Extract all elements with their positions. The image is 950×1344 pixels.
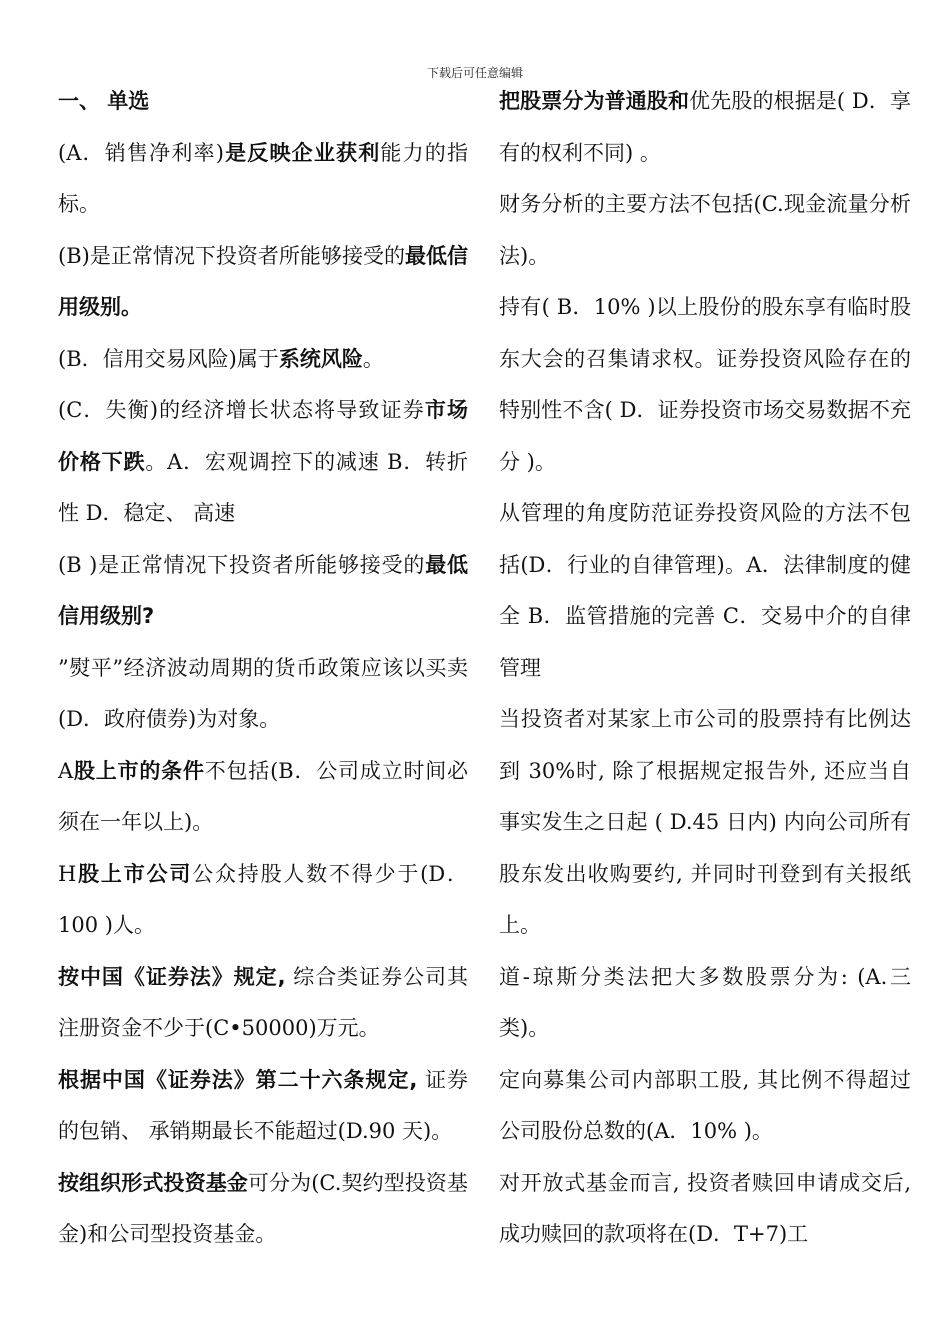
bold-text: 市场价格下跌 [58, 398, 469, 474]
bold-text: 一、 单选 [58, 89, 150, 113]
text: (A．销售净利率) [58, 140, 224, 165]
text: 当投资者对某家上市公司的股票持有比例达到 30%时, 除了根据规定报告外, 还应当自事实发生之日起 ( D.45 日内) 内向公司所有股东发出收购要约, 并同时刊登到有关报纸上。 [499, 707, 911, 937]
question-paragraph [58, 643, 468, 746]
text: 优先股的根据是( D．享有的权利不同) 。 [499, 89, 911, 165]
bold-text: 系统风险 [278, 346, 363, 371]
bold-text: 股上市的条件 [73, 758, 205, 783]
text: 定向募集公司内部职工股, 其比例不得超过公司股份总数的(A．10% )。 [499, 1067, 911, 1143]
question-paragraph [499, 694, 911, 952]
question-paragraph [499, 488, 911, 694]
text: A [58, 758, 74, 783]
question-paragraph [58, 952, 468, 1055]
question-paragraph [58, 746, 468, 849]
text: 。 [362, 346, 384, 371]
left-column [58, 76, 468, 1261]
question-paragraph [58, 1158, 468, 1261]
question-paragraph [499, 179, 911, 282]
question-paragraph [58, 385, 468, 540]
text: 可分为(C.契约型投资基金)和公司型投资基金。 [58, 1170, 468, 1246]
text: (B．信用交易风险)属于 [58, 346, 279, 371]
bold-text: 最低信用级别。 [58, 243, 469, 319]
question-paragraph [499, 1055, 911, 1158]
text: 财务分析的主要方法不包括(C.现金流量分析法)。 [499, 192, 911, 268]
text: 从管理的角度防范证券投资风险的方法不包括(D．行业的自律管理)。A．法律制度的健全 B．监管措施的完善 C．交易中介的自律管理 [499, 501, 911, 680]
bold-text: 根据中国《证券法》第二十六条规定, [58, 1067, 418, 1092]
question-paragraph [58, 849, 468, 952]
bold-text: 股上市公司 [76, 861, 193, 886]
bold-text: 按中国《证券法》规定, [58, 964, 286, 989]
page-header: 下载后可任意编辑 [426, 66, 523, 80]
question-paragraph [58, 540, 468, 643]
question-paragraph [499, 76, 911, 179]
text: 道-琼斯分类法把大多数股票分为: (A.三类)。 [499, 964, 911, 1040]
question-paragraph [499, 952, 911, 1055]
text: 不包括(B．公司成立时间必须在一年以上)。 [58, 758, 469, 834]
bold-text: 最低信用级别? [58, 552, 468, 628]
text: (C．失衡)的经济增长状态将导致证券 [58, 398, 425, 422]
question-paragraph [58, 128, 468, 231]
text: ”熨平”经济波动周期的货币政策应该以买卖(D．政府债券)为对象。 [58, 655, 468, 731]
text: 。A．宏观调控下的减速 B．转折性 D．稳定、 高速 [58, 449, 468, 525]
question-paragraph [499, 1158, 911, 1261]
right-column [499, 76, 911, 1261]
bold-text: 把股票分为普通股和 [499, 89, 690, 113]
text: H [58, 861, 77, 886]
question-paragraph [58, 334, 468, 386]
bold-text: 是反映企业获利 [223, 140, 381, 165]
bold-text: 按组织形式投资基金 [58, 1170, 248, 1195]
text: 对开放式基金而言, 投资者赎回申请成交后, 成功赎回的款项将在(D．T+7)工 [499, 1170, 911, 1246]
question-paragraph [58, 1055, 468, 1158]
text: (B)是正常情况下投资者所能够接受的 [58, 243, 405, 268]
text: 持有( B．10% )以上股份的股东享有临时股东大会的召集请求权。证券投资风险存在的特别性不含( D．证券投资市场交易数据不充分 )。 [499, 295, 911, 474]
question-paragraph [499, 282, 911, 488]
text: (B )是正常情况下投资者所能够接受的 [58, 552, 426, 577]
question-paragraph [58, 231, 468, 334]
text: 综合类证券公司其注册资金不少于(C•50000)万元。 [58, 964, 468, 1040]
question-paragraph [58, 76, 468, 128]
text: 能力的指标。 [58, 140, 468, 216]
text: 证券的包销、 承销期最长不能超过(D.90 天)。 [58, 1067, 468, 1143]
text: 公众持股人数不得少于(D．100 )人。 [58, 861, 469, 937]
